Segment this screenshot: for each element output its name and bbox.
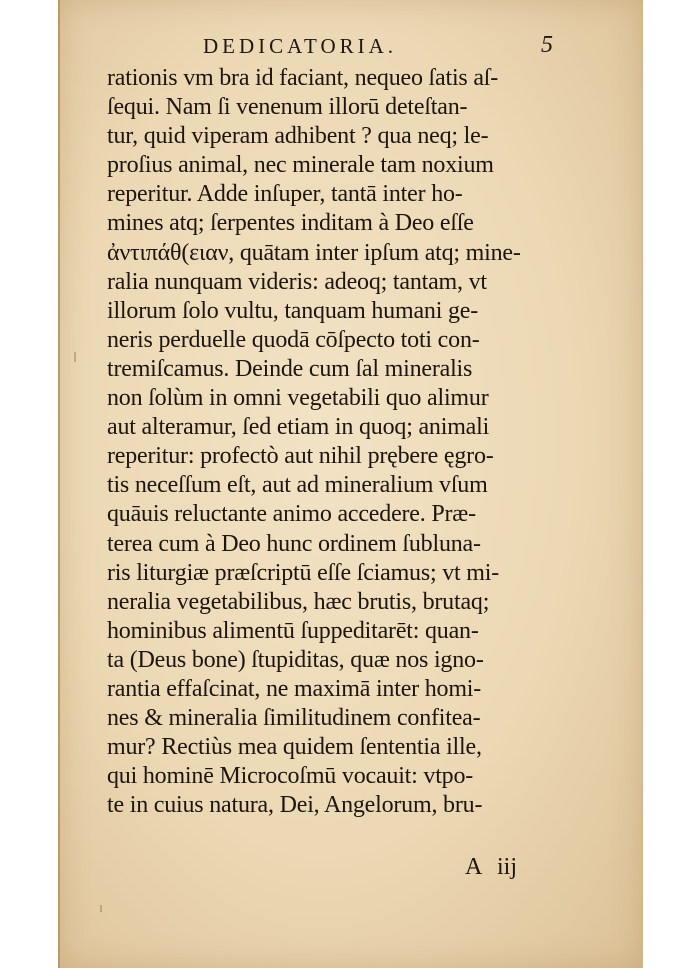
text-line: tremiſcamus. Deinde cum ſal mineralis <box>107 355 473 382</box>
text-line: neris perduelle quodā cōſpectо toti con- <box>107 326 480 353</box>
text-line: aut alteramur, ſed etiam in quoq; animali <box>107 414 490 441</box>
running-head: DEDICATORIA. <box>203 34 398 58</box>
paper-blemish <box>74 352 76 362</box>
text-line: non ſolùm in omni vegetabili quo alimur <box>107 385 489 412</box>
text-line: tur, quid viperam adhibent ? qua neq; le- <box>107 123 489 150</box>
page-number: 5 <box>541 32 553 58</box>
text-line: proſius animal, nec minerale tam noxium <box>107 152 494 179</box>
text-line: neralia vegetabilibus, hæc brutis, brutaq; <box>107 588 490 615</box>
text-line: rationis vm bra id faciant, nequeo ſatis aſ- <box>107 65 499 91</box>
text-line: hominibus alimentū ſuppeditarēt: quan- <box>107 617 479 644</box>
text-line: mines atq; ſerpentes inditam à Deo eſſe <box>107 210 474 237</box>
text-line: nes & mineralia ſimilitudinem confitea- <box>107 705 481 732</box>
text-line: ralia nunquam videris: adeoq; tantam, vt <box>107 268 487 295</box>
page-header <box>203 32 553 62</box>
text-line: reperitur: profectò aut nihil prębere ęgro- <box>107 443 494 470</box>
text-line: rantia effaſcinat, ne maximā inter homi- <box>107 675 482 702</box>
book-page <box>58 0 643 968</box>
text-line: tis neceſſum eſt, aut ad mineralium vſum <box>107 472 488 499</box>
signature-mark: A iij <box>465 854 518 880</box>
text-line: quāuis reluctante animo accedere. Præ- <box>107 501 476 528</box>
text-line: terea cum à Deo hunc ordinem ſubluna- <box>107 530 481 557</box>
text-line: reperitur. Adde inſuper, tantā inter ho- <box>107 181 463 208</box>
text-line: ſequi. Nam ſi venenum illorū deteſtan- <box>107 94 468 121</box>
text-line: ἀντιπάθ(ειαν, quātam inter ipſum atq; mine- <box>107 239 521 266</box>
text-line: qui hominē Microcoſmū vocauit: vtpo- <box>107 763 474 790</box>
body-text <box>107 64 527 820</box>
text-line: mur? Rectiùs mea quidem ſententia ille, <box>107 734 482 761</box>
text-line: ta (Deus bone) ſtupiditas, quæ nos igno- <box>107 646 484 673</box>
paper-blemish <box>100 905 102 912</box>
text-line: illorum ſolo vultu, tanquam humani ge- <box>107 297 479 324</box>
text-line: te in cuius natura, Dei, Angelorum, bru- <box>107 792 483 819</box>
text-line: ris liturgiæ præſcriptū eſſe ſciamus; vt mi- <box>107 559 500 586</box>
